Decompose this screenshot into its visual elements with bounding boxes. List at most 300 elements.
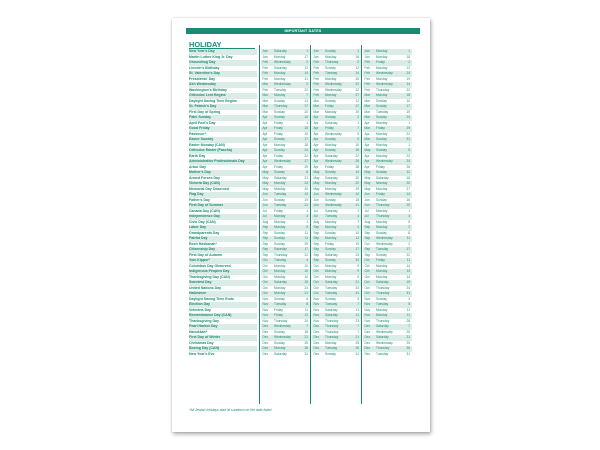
- date-day: 20: [355, 76, 359, 81]
- date-weekday: Monday: [376, 225, 388, 229]
- date-day: 30: [304, 186, 308, 191]
- date-weekday: Monday: [274, 76, 286, 81]
- date-weekday: Wednesday: [325, 192, 342, 196]
- date-month: Feb: [364, 65, 370, 70]
- date-weekday: Saturday: [325, 252, 338, 257]
- date-day: 22: [406, 252, 410, 257]
- date-day: 17: [304, 54, 308, 59]
- date-weekday: Sunday: [274, 230, 285, 235]
- date-month: Dec: [364, 329, 371, 334]
- date-day: 21: [355, 335, 359, 339]
- date-weekday: Friday: [274, 120, 283, 125]
- date-day: 17: [304, 247, 308, 251]
- date-weekday: Monday: [376, 274, 388, 279]
- date-weekday: Sunday: [376, 296, 387, 301]
- holiday-name: Flag Day: [189, 192, 257, 198]
- date-weekday: Monday: [325, 274, 337, 279]
- holiday-name: Rosh Hashanah*: [189, 241, 217, 246]
- date-day: 22: [355, 82, 359, 86]
- date-day: 19: [406, 109, 410, 114]
- holiday-name: First Day of Spring: [189, 109, 221, 114]
- date-weekday: Wednesday: [376, 71, 393, 75]
- date-day: 26: [304, 346, 308, 350]
- date-day: 19: [304, 197, 308, 202]
- date-month: Oct: [364, 263, 370, 268]
- date-day: 10: [304, 263, 308, 268]
- date-weekday: Thursday: [376, 203, 390, 207]
- date-day: 5: [357, 131, 359, 136]
- date-day: 9: [357, 137, 359, 141]
- date-weekday: Wednesday: [325, 203, 342, 207]
- date-month: Dec: [364, 340, 371, 345]
- date-month: Feb: [313, 93, 319, 97]
- date-weekday: Monday: [325, 219, 337, 224]
- date-day: 14: [304, 71, 308, 75]
- date-weekday: Thursday: [376, 291, 390, 295]
- date-month: Oct: [364, 291, 370, 295]
- date-month: Sep: [364, 225, 371, 229]
- date-day: 10: [304, 269, 308, 273]
- date-weekday: Monday: [274, 274, 286, 279]
- date-day: 12: [406, 170, 410, 174]
- date-month: Nov: [262, 296, 269, 301]
- date-day: 20: [406, 181, 410, 185]
- date-day: 19: [406, 76, 410, 81]
- holiday-name: Veterans Day: [189, 307, 211, 312]
- date-weekday: Monday: [376, 186, 388, 191]
- date-month: Apr: [313, 153, 319, 158]
- date-month: Mar: [262, 109, 268, 114]
- date-month: Oct: [262, 280, 268, 284]
- date-month: Oct: [364, 274, 370, 279]
- date-weekday: Friday: [274, 164, 283, 169]
- date-month: Oct: [313, 263, 319, 268]
- date-month: Jun: [364, 203, 370, 207]
- date-weekday: Sunday: [274, 236, 285, 240]
- date-weekday: Sunday: [376, 104, 387, 108]
- date-month: Feb: [262, 60, 268, 64]
- year-column-2: [312, 49, 361, 357]
- date-weekday: Monday: [325, 93, 337, 97]
- date-weekday: Tuesday: [274, 87, 287, 92]
- date-day: 2: [357, 115, 359, 119]
- holiday-name: Halloween: [189, 291, 257, 297]
- date-day: 31: [355, 291, 359, 295]
- date-month: Nov: [364, 302, 371, 306]
- date-weekday: Monday: [325, 186, 337, 191]
- date-month: May: [262, 170, 269, 174]
- date-weekday: Friday: [376, 60, 385, 64]
- date-day: 2: [357, 60, 359, 64]
- date-weekday: Sunday: [274, 296, 285, 301]
- date-month: May: [364, 148, 371, 152]
- date-day: 31: [304, 351, 308, 356]
- date-weekday: Monday: [325, 76, 337, 81]
- date-month: Sep: [262, 247, 269, 251]
- holiday-name: Grandparents Day: [189, 230, 220, 235]
- date-weekday: Monday: [376, 181, 388, 185]
- date-weekday: Tuesday: [325, 346, 338, 350]
- date-weekday: Monday: [376, 307, 388, 312]
- holiday-name: Passover*: [189, 131, 206, 136]
- date-month: May: [364, 181, 371, 185]
- date-day: 8: [306, 302, 308, 306]
- date-month: Apr: [262, 148, 268, 152]
- date-weekday: Thursday: [376, 285, 390, 290]
- date-weekday: Tuesday: [376, 302, 389, 306]
- date-weekday: Saturday: [274, 280, 287, 284]
- date-day: 22: [355, 87, 359, 92]
- date-day: 17: [355, 104, 359, 108]
- date-day: 11: [304, 230, 308, 235]
- date-month: Feb: [313, 71, 319, 75]
- date-row: [363, 352, 412, 358]
- date-month: Feb: [364, 87, 370, 92]
- date-weekday: Sunday: [325, 65, 336, 70]
- date-month: Sep: [313, 247, 320, 251]
- holiday-name: St. Valentine's Day: [189, 71, 257, 77]
- date-day: 13: [304, 98, 308, 103]
- date-weekday: Monday: [376, 93, 388, 97]
- date-day: 31: [406, 291, 410, 295]
- date-month: Jul: [313, 214, 318, 218]
- date-month: Oct: [262, 263, 268, 268]
- date-weekday: Sunday: [325, 98, 336, 103]
- holiday-name: Martin Luther King Jr. Day: [189, 54, 233, 59]
- date-day: 18: [304, 329, 308, 334]
- date-weekday: Thursday: [376, 87, 390, 92]
- date-day: 1: [408, 208, 410, 213]
- date-day: 22: [304, 153, 308, 158]
- date-day: 18: [355, 197, 359, 202]
- date-day: 18: [406, 93, 410, 97]
- date-day: 20: [355, 175, 359, 180]
- date-month: Oct: [364, 285, 370, 290]
- date-day: 23: [304, 181, 308, 185]
- date-month: Mar: [364, 115, 370, 119]
- date-day: 24: [355, 258, 359, 262]
- date-month: Jul: [262, 214, 267, 218]
- date-day: 25: [304, 241, 308, 246]
- date-month: May: [313, 175, 320, 180]
- date-month: Jun: [313, 197, 319, 202]
- date-month: Feb: [313, 82, 319, 86]
- date-month: Jun: [364, 192, 370, 196]
- date-weekday: Saturday: [376, 280, 389, 284]
- date-month: Nov: [313, 313, 320, 317]
- date-day: 31: [406, 351, 410, 356]
- date-day: 11: [355, 236, 359, 240]
- date-month: Mar: [262, 93, 268, 97]
- date-month: Apr: [364, 120, 370, 125]
- date-day: 7: [357, 324, 359, 328]
- date-weekday: Monday: [376, 313, 388, 317]
- holiday-name: First Day of Summer: [189, 203, 257, 209]
- date-month: Apr: [313, 142, 319, 147]
- date-month: Apr: [262, 159, 268, 163]
- date-weekday: Saturday: [274, 247, 287, 251]
- date-weekday: Tuesday: [325, 302, 338, 306]
- date-weekday: Sunday: [325, 230, 336, 235]
- date-month: Nov: [262, 302, 269, 306]
- date-day: 9: [357, 274, 359, 279]
- date-month: Oct: [313, 269, 319, 273]
- date-weekday: Monday: [274, 263, 286, 268]
- date-weekday: Monday: [376, 219, 388, 224]
- date-month: Apr: [262, 126, 268, 130]
- date-day: 21: [304, 175, 308, 180]
- date-day: 24: [304, 148, 308, 152]
- date-weekday: Sunday: [376, 197, 387, 202]
- holiday-name-list: [189, 49, 257, 357]
- date-month: Sep: [262, 252, 269, 257]
- date-month: Apr: [313, 148, 319, 152]
- date-month: May: [262, 186, 269, 191]
- date-weekday: Wednesday: [325, 87, 342, 92]
- date-month: Oct: [262, 291, 268, 295]
- date-month: Oct: [313, 285, 319, 290]
- date-month: Apr: [262, 115, 268, 119]
- holiday-name: Christmas Day: [189, 340, 214, 345]
- holiday-name: Hanukkah*: [189, 329, 208, 334]
- date-weekday: Monday: [376, 120, 388, 125]
- date-day: 17: [355, 247, 359, 251]
- date-day: 25: [355, 340, 359, 345]
- date-day: 21: [355, 280, 359, 284]
- date-weekday: Wednesday: [376, 329, 393, 334]
- date-day: 23: [355, 252, 359, 257]
- holiday-name: Columbus Day Observed: [189, 263, 231, 268]
- date-weekday: Sunday: [274, 109, 285, 114]
- date-month: Apr: [364, 153, 370, 158]
- date-weekday: Wednesday: [376, 159, 393, 163]
- date-weekday: Friday: [274, 307, 283, 312]
- date-month: Aug: [262, 219, 269, 224]
- date-day: 17: [406, 247, 410, 251]
- date-day: 24: [355, 285, 359, 290]
- date-month: Dec: [262, 335, 269, 339]
- date-month: Feb: [262, 65, 268, 70]
- date-day: 21: [304, 335, 308, 339]
- date-day: 29: [304, 164, 308, 169]
- date-day: 1: [408, 120, 410, 125]
- date-day: 22: [355, 181, 359, 185]
- date-day: 9: [357, 269, 359, 273]
- date-day: 14: [406, 82, 410, 86]
- date-day: 4: [357, 214, 359, 218]
- date-weekday: Monday: [325, 181, 337, 185]
- holiday-name: Orthodox Lent Begins: [189, 93, 257, 99]
- holiday-name: Indigenous Peoples Day: [189, 269, 257, 275]
- holiday-name: Boxing Day (CAN): [189, 346, 257, 352]
- date-day: 11: [304, 236, 308, 240]
- date-weekday: Monday: [325, 236, 337, 240]
- date-month: Apr: [313, 137, 319, 141]
- date-weekday: Tuesday: [274, 258, 287, 262]
- date-day: 24: [406, 285, 410, 290]
- holiday-name: Remembrance Day (CAN): [189, 313, 257, 319]
- date-month: Apr: [364, 164, 370, 169]
- date-day: 12: [355, 98, 359, 103]
- date-month: Dec: [313, 351, 320, 356]
- date-day: 3: [408, 296, 410, 301]
- holiday-name: Citizenship Day: [189, 247, 257, 253]
- date-day: 26: [406, 164, 410, 169]
- date-day: 25: [406, 340, 410, 345]
- date-month: Oct: [313, 291, 319, 295]
- date-month: Jun: [313, 203, 319, 207]
- holiday-name: First Day of Winter: [189, 335, 257, 341]
- date-day: 28: [355, 164, 359, 169]
- date-day: 15: [304, 126, 308, 130]
- date-month: Apr: [364, 131, 370, 136]
- date-weekday: Sunday: [325, 258, 336, 262]
- date-day: 1: [306, 208, 308, 213]
- date-day: 24: [406, 159, 410, 163]
- date-day: 7: [306, 324, 308, 328]
- date-day: 1: [357, 49, 359, 53]
- holiday-name: New Year's Eve: [189, 351, 215, 356]
- date-month: Jul: [364, 208, 369, 213]
- date-day: 10: [304, 115, 308, 119]
- date-weekday: Monday: [376, 153, 388, 158]
- date-month: Oct: [364, 241, 370, 246]
- date-month: Mar: [364, 98, 370, 103]
- date-day: 12: [406, 65, 410, 70]
- date-month: Sep: [262, 241, 269, 246]
- date-month: Mar: [364, 93, 370, 97]
- holiday-name: Labor Day: [189, 225, 257, 231]
- date-weekday: Saturday: [325, 313, 338, 317]
- date-day: 20: [355, 109, 359, 114]
- date-month: Sep: [262, 236, 269, 240]
- date-weekday: Friday: [376, 126, 385, 130]
- date-weekday: Wednesday: [325, 82, 342, 86]
- holiday-name: Presidents' Day: [189, 76, 216, 81]
- date-month: Apr: [262, 153, 268, 158]
- date-weekday: Friday: [325, 241, 334, 246]
- date-weekday: Sunday: [376, 230, 387, 235]
- date-month: Mar: [364, 126, 370, 130]
- holiday-name: Easter Monday (CAN): [189, 142, 225, 147]
- date-day: 14: [355, 192, 359, 196]
- date-month: Feb: [364, 82, 370, 86]
- holiday-name: Thanksgiving Day: [189, 318, 219, 323]
- date-day: 15: [304, 280, 308, 284]
- holiday-name: Orthodox Easter (Pascha): [189, 148, 257, 154]
- holiday-name: Thanksgiving Day (CAN): [189, 274, 230, 279]
- date-day: 1: [408, 142, 410, 147]
- date-day: 21: [406, 335, 410, 339]
- column-divider-1: [259, 45, 260, 404]
- date-weekday: Monday: [376, 49, 388, 53]
- date-weekday: Sunday: [274, 170, 285, 174]
- date-weekday: Saturday: [274, 175, 287, 180]
- important-dates-banner: IMPORTANT DATES: [186, 28, 420, 34]
- date-day: 7: [357, 329, 359, 334]
- date-day: 22: [304, 87, 308, 92]
- date-weekday: Friday: [376, 258, 385, 262]
- date-weekday: Thursday: [325, 329, 339, 334]
- date-weekday: Tuesday: [376, 351, 389, 356]
- date-month: Sep: [313, 252, 320, 257]
- date-weekday: Tuesday: [325, 71, 338, 75]
- date-weekday: Sunday: [376, 137, 387, 141]
- date-day: 7: [357, 219, 359, 224]
- date-weekday: Thursday: [376, 318, 390, 323]
- date-month: Apr: [364, 159, 370, 163]
- date-day: 6: [306, 296, 308, 301]
- date-day: 24: [304, 318, 308, 323]
- date-weekday: Thursday: [274, 318, 288, 323]
- date-weekday: Thursday: [376, 346, 390, 350]
- date-weekday: Sunday: [376, 148, 387, 152]
- date-weekday: Monday: [325, 142, 337, 147]
- date-weekday: Sunday: [325, 170, 336, 174]
- date-day: 21: [304, 76, 308, 81]
- date-day: 11: [406, 313, 410, 317]
- date-weekday: Monday: [376, 76, 388, 81]
- date-day: 14: [304, 192, 308, 196]
- date-weekday: Monday: [325, 54, 337, 59]
- date-weekday: Wednesday: [376, 82, 393, 86]
- date-month: Dec: [364, 324, 371, 328]
- date-weekday: Sunday: [274, 148, 285, 152]
- date-weekday: Sunday: [325, 197, 336, 202]
- date-day: 25: [406, 329, 410, 334]
- date-weekday: Wednesday: [274, 324, 291, 328]
- date-day: 7: [357, 302, 359, 306]
- date-weekday: Wednesday: [274, 82, 291, 86]
- date-weekday: Saturday: [376, 335, 389, 339]
- date-weekday: Wednesday: [274, 335, 291, 339]
- date-month: Apr: [313, 126, 319, 130]
- date-month: Jan: [262, 49, 268, 53]
- date-month: May: [364, 186, 371, 191]
- date-weekday: Monday: [325, 269, 337, 273]
- date-day: 5: [306, 225, 308, 229]
- date-weekday: Thursday: [325, 60, 339, 64]
- date-day: 22: [406, 153, 410, 158]
- holiday-name: First Day of Autumn: [189, 252, 223, 257]
- date-day: 21: [304, 203, 308, 207]
- date-day: 11: [406, 236, 410, 240]
- date-month: Feb: [313, 60, 319, 64]
- date-weekday: Monday: [274, 219, 286, 224]
- date-day: 10: [355, 142, 359, 147]
- date-day: 27: [355, 93, 359, 97]
- date-weekday: Wednesday: [274, 159, 291, 163]
- date-weekday: Monday: [274, 93, 286, 97]
- date-weekday: Friday: [274, 313, 283, 317]
- date-month: Apr: [313, 131, 319, 136]
- date-month: Jul: [262, 208, 267, 213]
- date-month: Feb: [262, 76, 268, 81]
- date-weekday: Monday: [274, 285, 286, 290]
- holiday-name: Palm Sunday: [189, 115, 257, 121]
- date-weekday: Monday: [274, 54, 286, 59]
- date-weekday: Sunday: [376, 98, 387, 103]
- date-month: Dec: [364, 335, 371, 339]
- date-month: Feb: [262, 71, 268, 75]
- date-day: 14: [355, 71, 359, 75]
- date-day: 2: [408, 60, 410, 64]
- date-month: Aug: [313, 219, 320, 224]
- date-month: Oct: [364, 269, 370, 273]
- column-divider-3: [361, 45, 362, 404]
- date-day: 22: [406, 87, 410, 92]
- date-month: Nov: [364, 313, 371, 317]
